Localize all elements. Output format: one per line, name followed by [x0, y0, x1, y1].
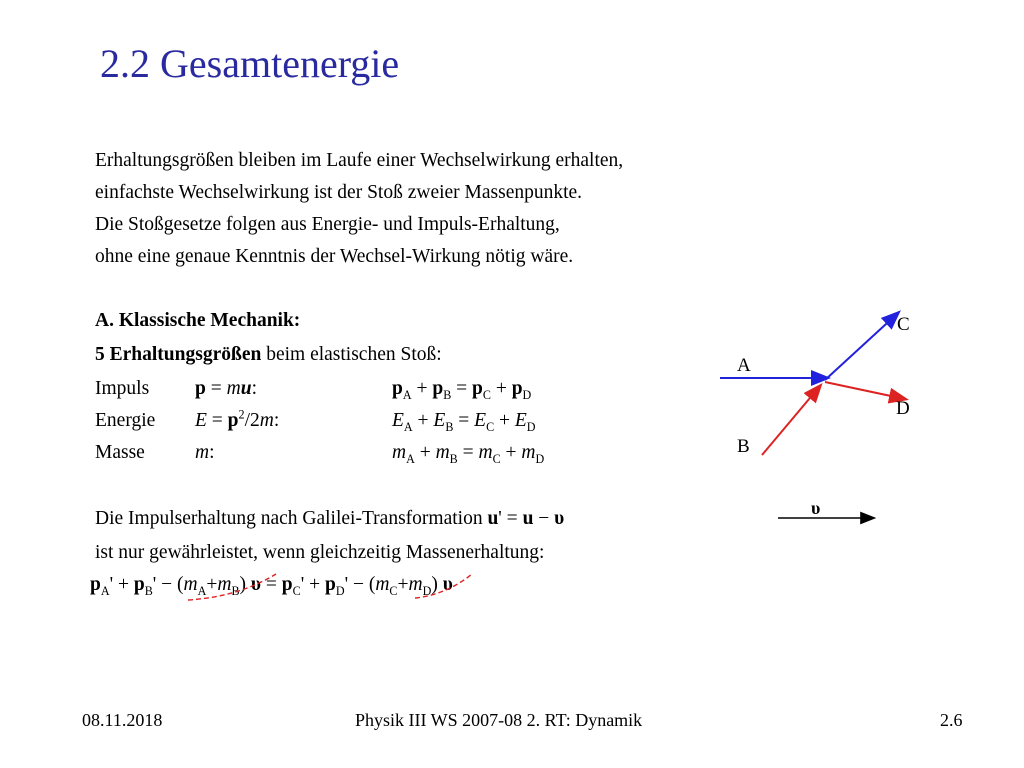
slide-title: 2.2 Gesamtenergie [100, 41, 400, 86]
label-c: C [897, 314, 910, 335]
footer-date: 08.11.2018 [82, 710, 163, 730]
cancel-mark-right [410, 568, 490, 608]
label-b: B [737, 436, 750, 457]
cancel-mark-left [180, 568, 300, 608]
galilei-statement: Die Impulserhaltung nach Galilei-Transformation u' = u − υ [95, 508, 565, 529]
law-definition: p = mu: [195, 378, 257, 399]
law-name: Energie [95, 410, 156, 431]
law-equation: $m_A + m_B = m_C + m_D$ [392, 442, 545, 466]
law-definition: m: [195, 442, 215, 463]
law-row-energy [95, 406, 715, 436]
law-definition: $E = p^2/2m$: [195, 407, 280, 431]
law-equation: $E_A + E_B = E_C + E_D$ [392, 410, 536, 434]
label-velocity: υ [811, 498, 821, 518]
section-heading: A. Klassische Mechanik: [95, 310, 301, 331]
footer-course: Physik III WS 2007-08 2. RT: Dynamik [355, 710, 643, 730]
intro-paragraph [95, 145, 623, 273]
label-d: D [896, 398, 910, 419]
conservation-count: 5 Erhaltungsgrößen [95, 344, 262, 365]
conservation-context: beim elastischen Stoß: [261, 344, 442, 365]
arrow-c [825, 313, 898, 380]
arrow-d [825, 382, 905, 399]
intro-line: einfachste Wechselwirkung ist der Stoß zweier Massenpunkte. [95, 182, 583, 203]
conservation-intro [95, 340, 442, 370]
law-row-mass [95, 438, 715, 468]
intro-line: Erhaltungsgrößen bleiben im Laufe einer Wechselwirkung erhalten, [95, 150, 624, 171]
collision-arrows [700, 300, 960, 540]
law-name: Impuls [95, 378, 150, 399]
law-row-momentum [95, 374, 715, 404]
galilei-equation: $p_A' + p_B' - (m_A+m_B) \upsilon = p_C' + p_D' - (m_C+m_D)$ υ [90, 574, 453, 598]
arrow-b [762, 386, 820, 455]
law-equation: $p_A + p_B = p_C + p_D$ [392, 378, 532, 402]
label-a: A [737, 355, 751, 376]
galilei-condition: ist nur gewährleistet, wenn gleichzeitig Massenerhaltung: [95, 542, 545, 563]
law-name: Masse [95, 442, 145, 463]
intro-line: ohne eine genaue Kenntnis der Wechsel-Wirkung nötig wäre. [95, 246, 574, 267]
intro-line: Die Stoßgesetze folgen aus Energie- und Impuls-Erhaltung, [95, 214, 560, 235]
footer-page-number: 2.6 [940, 710, 963, 730]
